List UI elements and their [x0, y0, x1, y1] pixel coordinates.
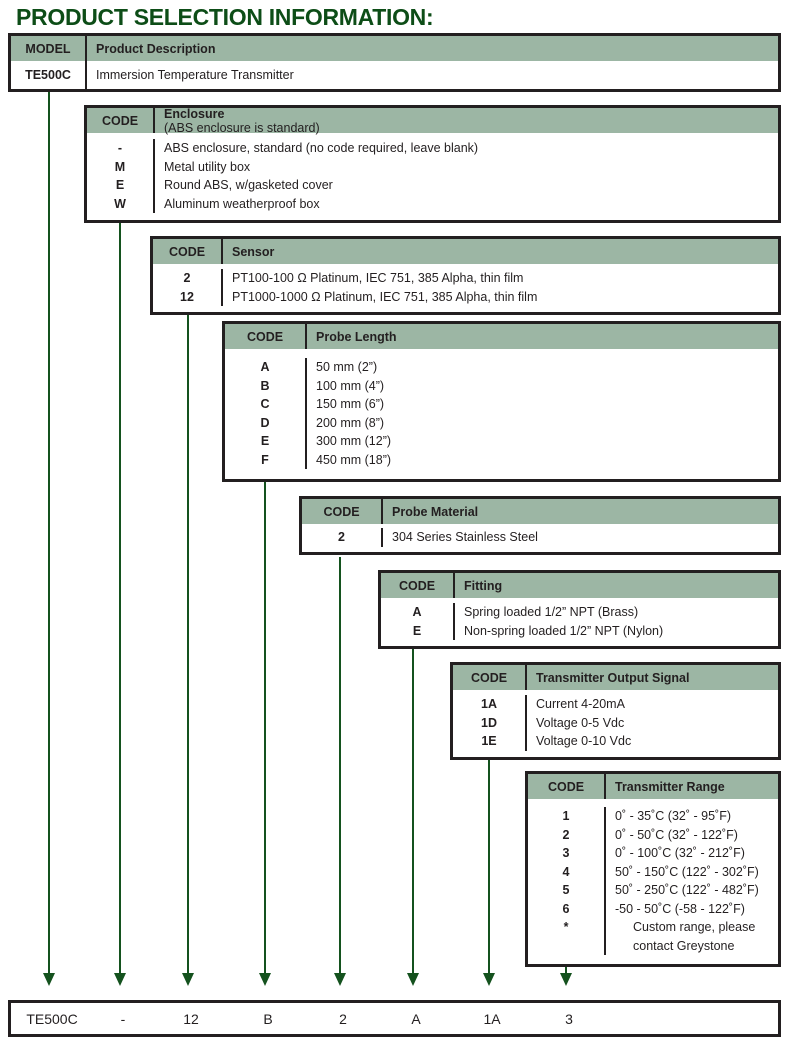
model-table-header-row [11, 36, 778, 61]
enclosure-header-title [155, 108, 778, 133]
table-row: 200 mm (8”) [316, 415, 385, 430]
option-table-enclosure [84, 105, 781, 223]
page-title: PRODUCT SELECTION INFORMATION: [16, 4, 434, 30]
connector-line-probe-material [339, 557, 341, 973]
table-row: 2 [183, 271, 191, 285]
fitting-header-title [455, 573, 778, 598]
option-table-probe-length [222, 321, 781, 482]
table-row: 1 [562, 809, 570, 823]
model-code-value: TE500C [11, 61, 87, 89]
sensor-body [153, 264, 778, 312]
fitting-body [381, 598, 778, 646]
table-row [528, 937, 604, 956]
probe-material-title-text: Probe Material [392, 504, 479, 519]
summary-code-enclosure: - [120, 1010, 126, 1027]
output-signal-title-text: Transmitter Output Signal [536, 670, 690, 685]
connector-line-fitting [412, 647, 414, 973]
table-row: E [260, 434, 270, 448]
table-row: 5 [562, 883, 570, 897]
table-row: 0˚ - 100˚C (32˚ - 212˚F) [615, 846, 745, 860]
table-row: 50˚ - 250˚C (122˚ - 482˚F) [615, 883, 759, 897]
arrow-head-sensor [182, 973, 194, 986]
enclosure-body [87, 133, 778, 220]
range-title-text: Transmitter Range [615, 779, 725, 794]
summary-code-range: 3 [565, 1010, 573, 1027]
sensor-header-row [153, 239, 778, 264]
probe-material-body [302, 524, 778, 552]
table-row: PT100-100 Ω Platinum, IEC 751, 385 Alpha, thin film [232, 271, 524, 285]
probe-material-description-column [383, 528, 778, 547]
table-row: W [114, 196, 126, 211]
range-header-row [528, 774, 778, 799]
output-signal-header-code: CODE [453, 665, 527, 690]
probe-material-code-column [302, 528, 383, 547]
sensor-header-code: CODE [153, 239, 223, 264]
table-row: 12 [180, 289, 194, 304]
summary-code-model: TE500C [26, 1010, 78, 1027]
probe-length-body [225, 349, 778, 479]
probe-material-header-code: CODE [302, 499, 383, 524]
enclosure-header-code: CODE [87, 108, 155, 133]
table-row: 1E [481, 734, 497, 748]
connector-line-sensor [187, 306, 189, 973]
option-table-transmitter-output-signal [450, 662, 781, 760]
model-description-value: Immersion Temperature Transmitter [96, 68, 294, 82]
sensor-code-column [153, 269, 223, 306]
table-row: 0˚ - 35˚C (32˚ - 95˚F) [615, 809, 731, 823]
probe-length-header-code: CODE [225, 324, 307, 349]
connector-line-enclosure [119, 222, 121, 973]
model-header-code: MODEL [11, 36, 87, 61]
fitting-header-row [381, 573, 778, 598]
table-row: ABS enclosure, standard (no code required, leave blank) [164, 141, 479, 155]
connector-line-model [48, 89, 50, 973]
output-signal-code-column [453, 695, 527, 751]
table-row: F [261, 452, 269, 467]
enclosure-header-row [87, 108, 778, 133]
table-row: PT1000-1000 Ω Platinum, IEC 751, 385 Alpha, thin film [232, 289, 538, 304]
table-row: Non-spring loaded 1/2” NPT (Nylon) [464, 623, 664, 638]
summary-code-probe-length: B [263, 1010, 273, 1027]
sensor-title-text: Sensor [232, 244, 275, 259]
table-row: 2 [338, 530, 345, 544]
table-row: Metal utility box [164, 159, 251, 174]
table-row: 2 [562, 827, 570, 842]
range-code-column [528, 807, 606, 955]
table-row: D [260, 415, 270, 430]
enclosure-code-column [87, 139, 155, 213]
table-row [11, 61, 778, 89]
table-row: Round ABS, w/gasketed cover [164, 178, 333, 192]
output-signal-body [453, 690, 778, 757]
table-row: 50˚ - 150˚C (122˚ - 302˚F) [615, 864, 759, 879]
summary-code-probe-material: 2 [339, 1010, 347, 1027]
table-row: Spring loaded 1/2” NPT (Brass) [464, 605, 639, 619]
option-table-probe-material [299, 496, 781, 555]
probe-material-header-row [302, 499, 778, 524]
table-row: Voltage 0-5 Vdc [536, 715, 625, 730]
fitting-header-code: CODE [381, 573, 455, 598]
table-row: 300 mm (12”) [316, 434, 392, 448]
sensor-header-title [223, 239, 778, 264]
enclosure-title-text: Enclosure [164, 106, 225, 121]
model-number-summary-bar [8, 1000, 781, 1037]
table-row: 6 [562, 901, 570, 916]
table-row: * [563, 920, 569, 934]
table-row: A [412, 605, 422, 619]
option-table-transmitter-range [525, 771, 781, 967]
range-body [528, 799, 778, 964]
fitting-description-column [455, 603, 778, 640]
table-row: Custom range, please [633, 920, 756, 934]
table-row: B [260, 378, 270, 393]
model-header-description: Product Description [96, 41, 216, 56]
sensor-description-column [223, 269, 778, 306]
fitting-code-column [381, 603, 455, 640]
table-row: M [114, 159, 126, 174]
option-table-sensor [150, 236, 781, 315]
output-signal-description-column [527, 695, 778, 751]
table-row: 1A [481, 697, 497, 711]
table-row: 150 mm (6”) [316, 397, 385, 411]
table-row: 50 mm (2”) [316, 360, 378, 374]
table-row: 450 mm (18”) [316, 452, 392, 467]
table-row: - [117, 141, 123, 155]
fitting-title-text: Fitting [464, 578, 503, 593]
table-row: A [260, 360, 270, 374]
table-row: 304 Series Stainless Steel [392, 530, 538, 544]
range-header-code: CODE [528, 774, 606, 799]
probe-material-header-title [383, 499, 778, 524]
probe-length-code-column [225, 358, 307, 469]
arrow-head-range [560, 973, 572, 986]
table-row: C [260, 397, 270, 411]
probe-length-header-title [307, 324, 778, 349]
arrow-head-model [43, 973, 55, 986]
summary-code-output-signal: 1A [483, 1010, 501, 1027]
arrow-head-probe-material [334, 973, 346, 986]
probe-length-title-text: Probe Length [316, 329, 397, 344]
probe-length-description-column [307, 358, 778, 469]
summary-code-sensor: 12 [183, 1010, 199, 1027]
table-row: E [115, 178, 125, 192]
arrow-head-output-signal [483, 973, 495, 986]
output-signal-header-row [453, 665, 778, 690]
model-table [8, 33, 781, 92]
range-description-column [606, 807, 778, 955]
arrow-head-enclosure [114, 973, 126, 986]
table-row: 3 [562, 846, 570, 860]
connector-line-output-signal [488, 756, 490, 973]
table-row: 4 [562, 864, 570, 879]
table-row: Voltage 0-10 Vdc [536, 734, 632, 748]
table-row: Aluminum weatherproof box [164, 196, 320, 211]
table-row: contact Greystone [633, 938, 735, 953]
table-row: Current 4-20mA [536, 697, 625, 711]
enclosure-title-note: (ABS enclosure is standard) [164, 120, 320, 135]
probe-length-header-row [225, 324, 778, 349]
table-row: -50 - 50˚C (-58 - 122˚F) [615, 901, 745, 916]
range-header-title [606, 774, 778, 799]
table-row: 0˚ - 50˚C (32˚ - 122˚F) [615, 827, 738, 842]
enclosure-description-column [155, 139, 778, 213]
output-signal-header-title [527, 665, 778, 690]
arrow-head-probe-length [259, 973, 271, 986]
connector-line-probe-length [264, 480, 266, 973]
table-row: E [412, 623, 422, 638]
table-row: 100 mm (4”) [316, 378, 385, 393]
arrow-head-fitting [407, 973, 419, 986]
table-row: 1D [481, 715, 497, 730]
option-table-fitting [378, 570, 781, 649]
summary-code-fitting: A [411, 1010, 421, 1027]
